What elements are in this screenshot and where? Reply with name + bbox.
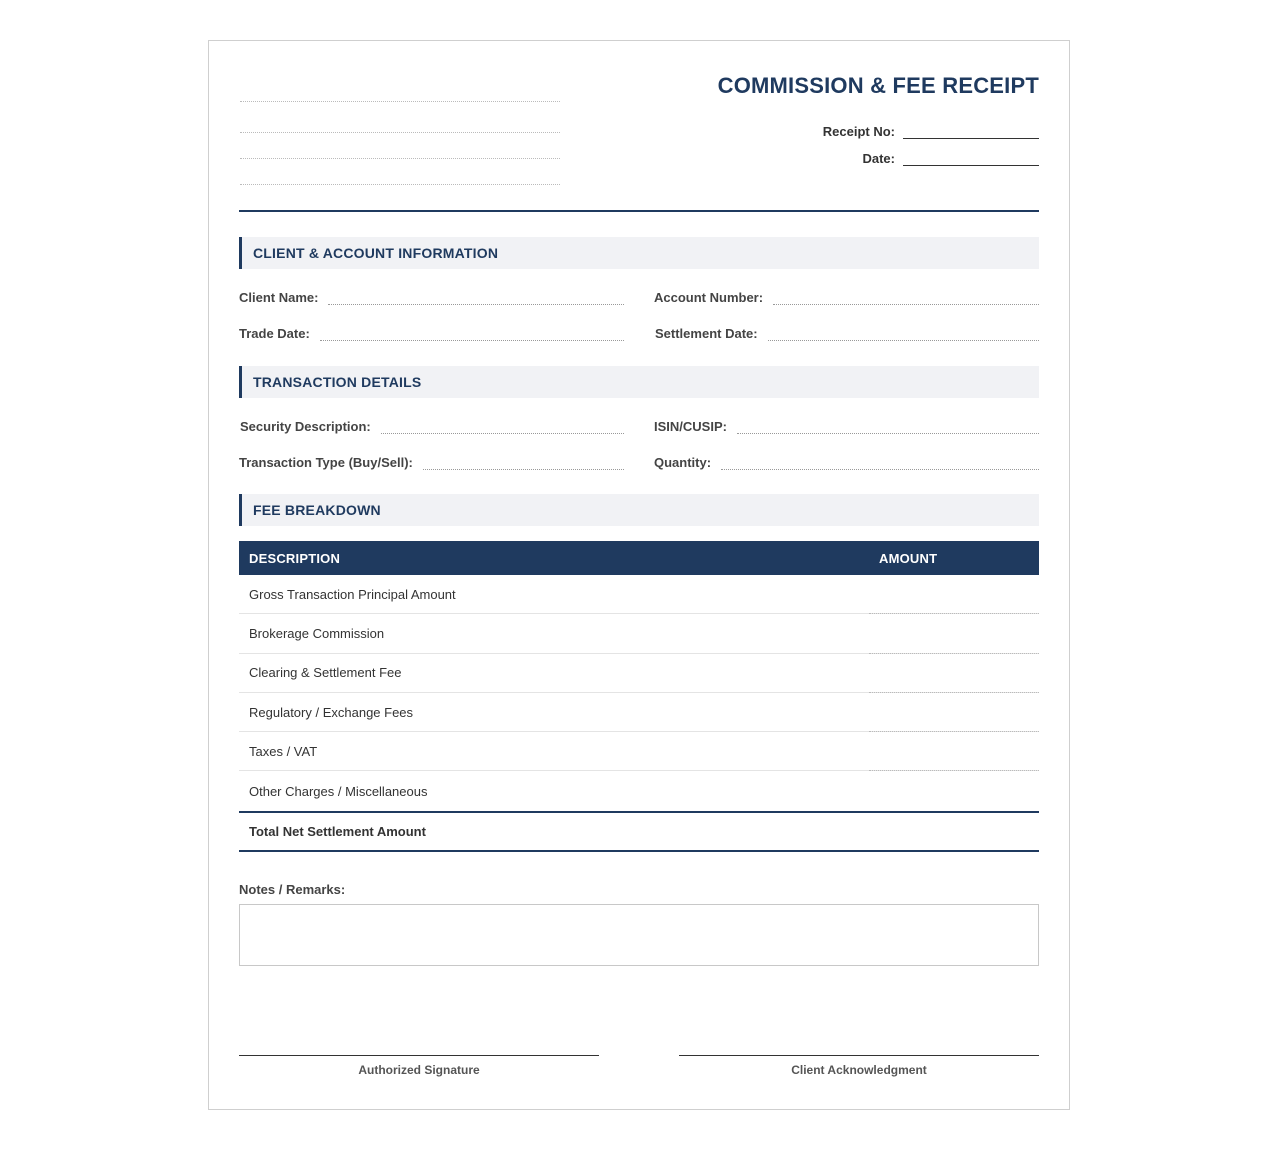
receipt-page [208,40,1070,1110]
notes-textarea[interactable] [239,904,1039,966]
account-number-field [654,285,1039,305]
amount-column-header: AMOUNT [879,550,938,566]
section-fees-header [239,494,1039,526]
transaction-type-label: Transaction Type (Buy/Sell): [239,455,413,470]
quantity-field [654,450,1039,470]
section-fees-title: FEE BREAKDOWN [253,502,381,518]
security-description-field [240,414,624,434]
security-description-input[interactable] [381,420,624,434]
isin-cusip-input[interactable] [737,420,1039,434]
client-acknowledgment-label: Client Acknowledgment [791,1063,927,1077]
date-label: Date: [862,151,895,166]
fee-description: Taxes / VAT [249,743,318,759]
receipt-no-field[interactable] [903,123,1039,139]
section-transaction-header [239,366,1039,398]
total-label: Total Net Settlement Amount [249,823,426,839]
header-divider [239,210,1039,212]
client-name-label: Client Name: [239,290,319,305]
company-line [240,132,560,133]
account-number-input[interactable] [773,291,1039,305]
quantity-input[interactable] [721,456,1039,470]
table-row [239,654,1039,693]
table-row [239,575,1039,614]
table-row [239,614,1039,653]
description-column-header: DESCRIPTION [249,550,341,566]
fee-description: Brokerage Commission [249,625,385,641]
fee-description: Regulatory / Exchange Fees [249,704,414,720]
receipt-no-row [823,123,1039,139]
trade-date-field [239,321,624,341]
authorized-signature-label: Authorized Signature [358,1063,480,1077]
section-transaction-title: TRANSACTION DETAILS [253,374,422,390]
authorized-signature-block [239,1055,599,1077]
company-line [240,158,560,159]
client-name-field [239,285,624,305]
settlement-date-field [655,321,1039,341]
transaction-type-field [239,450,624,470]
receipt-no-label: Receipt No: [822,124,895,139]
security-description-label: Security Description: [240,419,371,434]
transaction-type-input[interactable] [423,456,624,470]
section-client-header [239,237,1039,269]
isin-cusip-label: ISIN/CUSIP: [654,419,727,434]
fee-table-header [239,541,1039,575]
document-title: COMMISSION & FEE RECEIPT [717,73,1039,98]
account-number-label: Account Number: [654,290,764,305]
client-acknowledgment-line[interactable] [679,1055,1039,1056]
table-row [239,693,1039,732]
date-field[interactable] [903,150,1039,166]
trade-date-label: Trade Date: [239,326,310,341]
fee-table [239,541,1039,852]
notes-label: Notes / Remarks: [239,882,346,897]
isin-cusip-field [654,414,1039,434]
client-name-input[interactable] [328,291,624,305]
fee-description: Other Charges / Miscellaneous [249,783,428,799]
authorized-signature-line[interactable] [239,1055,599,1056]
table-row [239,732,1039,771]
settlement-date-label: Settlement Date: [655,326,758,341]
company-line [240,101,560,102]
fee-description: Gross Transaction Principal Amount [249,586,456,602]
quantity-label: Quantity: [654,455,712,470]
total-row [239,811,1039,852]
fee-description: Clearing & Settlement Fee [249,665,402,681]
section-client-title: CLIENT & ACCOUNT INFORMATION [253,245,499,261]
trade-date-input[interactable] [320,327,624,341]
settlement-date-input[interactable] [768,327,1039,341]
company-line [240,184,560,185]
client-acknowledgment-block [679,1055,1039,1077]
date-row [862,150,1039,166]
table-row [239,771,1039,810]
